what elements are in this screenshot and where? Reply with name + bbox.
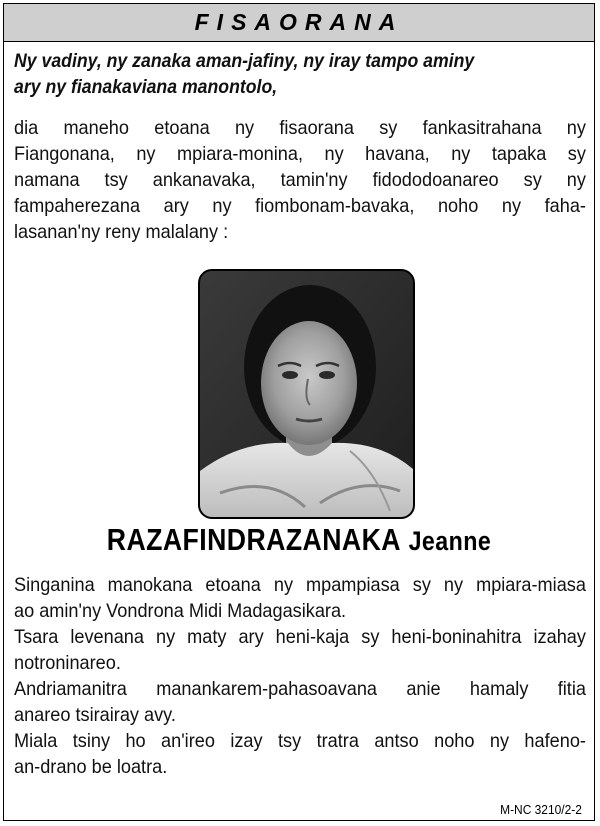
closing-line: an-drano be loatra. xyxy=(14,756,168,778)
closing-line: Tsara levenana ny maty ary heni-kaja sy heni-boninahitra izahay xyxy=(14,626,586,648)
address-line: Ny vadiny, ny zanaka aman-jafiny, ny iray tampo aminy xyxy=(14,51,475,72)
reference-code: M-NC 3210/2-2 xyxy=(500,802,582,817)
notice-title: FISAORANA xyxy=(194,9,404,35)
portrait-photo xyxy=(198,269,415,519)
address-block xyxy=(14,49,586,101)
closing-line: notroninareo. xyxy=(14,652,121,674)
intro-paragraph xyxy=(14,115,586,245)
intro-line: fampaherezana ary ny fiombonam-bavaka, noho ny faha- xyxy=(14,195,586,217)
intro-line: Fiangonana, ny mpiara-monina, ny havana, ny tapaka sy xyxy=(14,143,586,165)
deceased-given-name: Jeanne xyxy=(408,526,492,556)
notice-frame xyxy=(3,3,595,821)
notice-header xyxy=(4,4,594,42)
intro-line: lasanan'ny reny malalany : xyxy=(14,221,229,243)
closing-line: ao amin'ny Vondrona Midi Madagasikara. xyxy=(14,600,347,622)
closing-paragraph xyxy=(14,572,586,780)
deceased-name xyxy=(45,522,552,558)
closing-line: anareo tsirairay avy. xyxy=(14,704,176,726)
closing-line: Andriamanitra manankarem-pahasoavana anie hamaly fitia xyxy=(14,678,586,700)
closing-line: Miala tsiny ho an'ireo izay tsy tratra antso noho ny hafeno- xyxy=(14,730,586,752)
intro-line: namana tsy ankanavaka, tamin'ny fidododoanareo sy ny xyxy=(14,169,586,191)
deceased-surname: RAZAFINDRAZANAKA xyxy=(106,522,401,557)
closing-line: Singanina manokana etoana ny mpampiasa sy ny mpiara-miasa xyxy=(14,574,586,596)
intro-line: dia maneho etoana ny fisaorana sy fankasitrahana ny xyxy=(14,117,586,139)
address-line: ary ny fianakaviana manontolo, xyxy=(14,77,278,98)
